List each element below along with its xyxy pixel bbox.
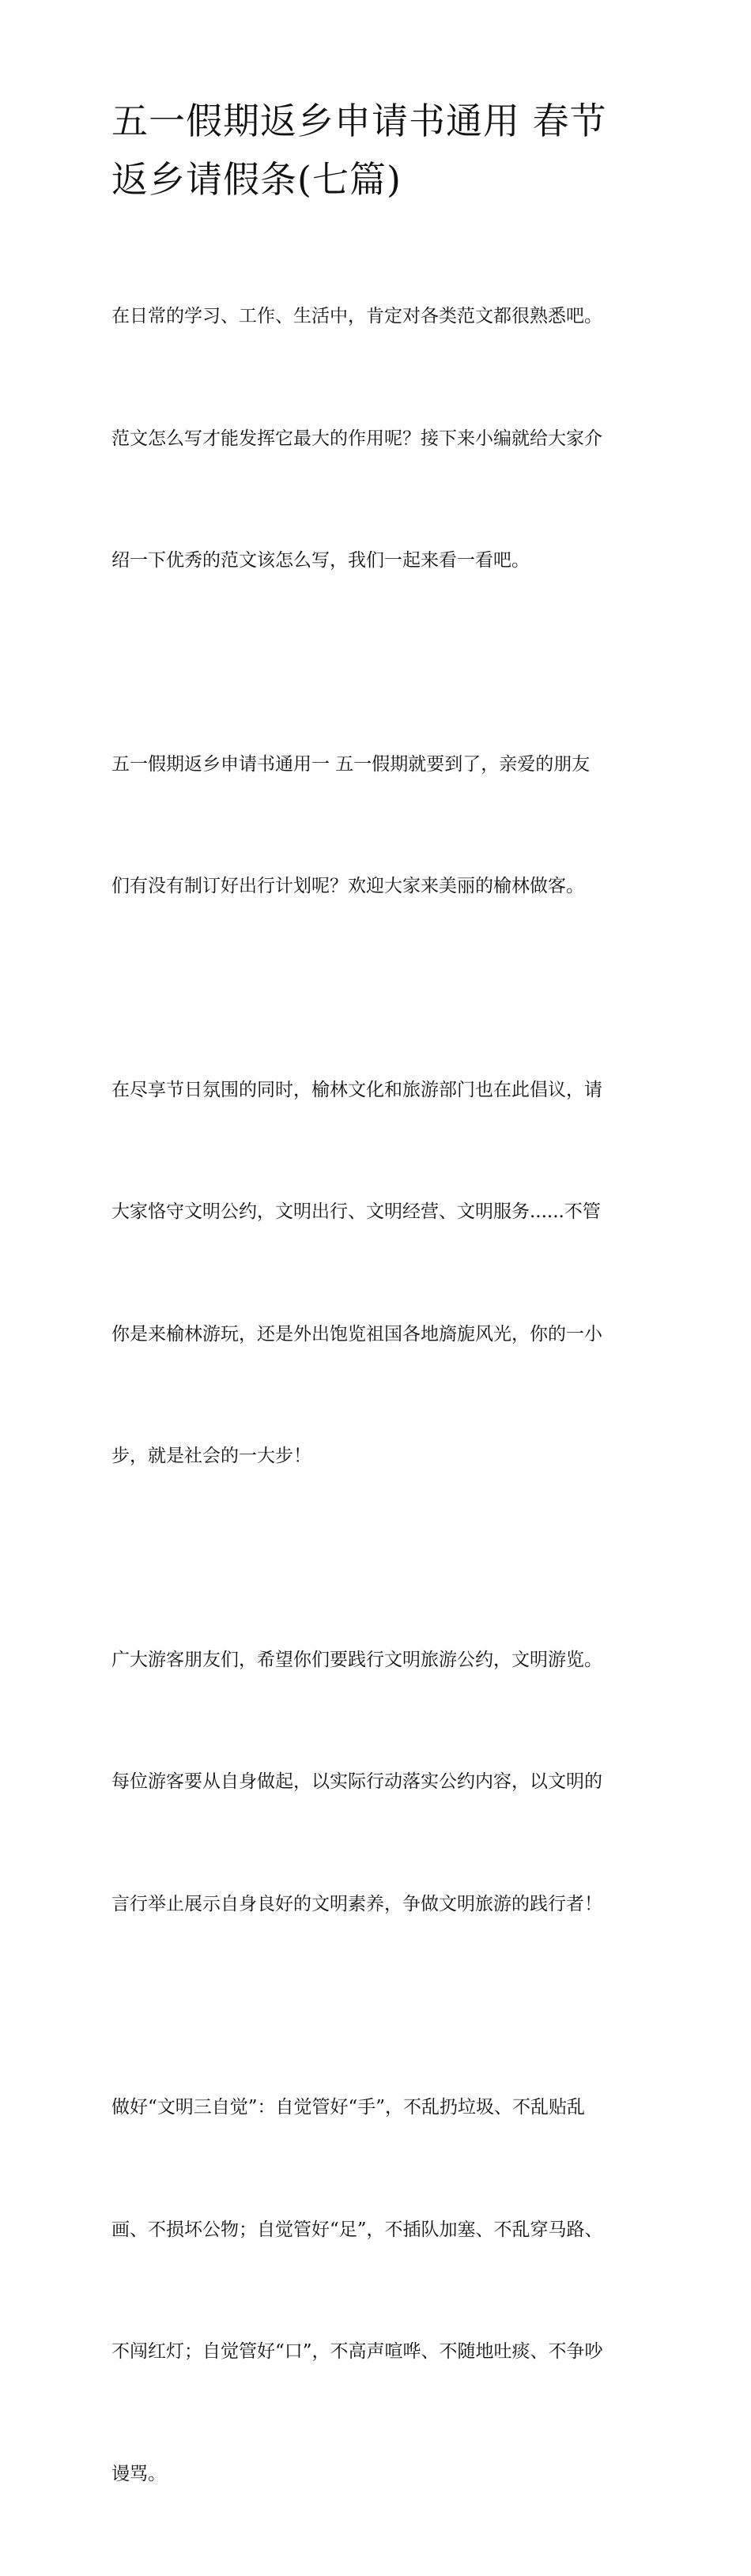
paragraph-tourists — [111, 1559, 649, 2007]
document-body — [111, 215, 649, 2576]
text-line: 在日常的学习、工作、生活中，肯定对各类范文都很熟悉吧。 — [111, 306, 602, 326]
text-line: 画、不损坏公物；自觉管好“足”，不插队加塞、不乱穿马路、 — [111, 2219, 603, 2240]
document-title — [111, 92, 649, 209]
text-line: 们有没有制订好出行计划呢？欢迎大家来美丽的榆林做客。 — [111, 876, 584, 896]
text-line: 每位游客要从自身做起，以实际行动落实公约内容，以文明的 — [111, 1771, 602, 1792]
text-line: 广大游客朋友们，希望你们要践行文明旅游公约，文明游览。 — [111, 1649, 602, 1670]
text-line: 你是来榆林游玩，还是外出饱览祖国各地旖旎风光，你的一小 — [111, 1323, 602, 1345]
text-line: 不闯红灯；自觉管好“口”，不高声喧哗、不随地吐痰、不争吵 — [111, 2341, 603, 2362]
text-line: 步，就是社会的一大步！ — [111, 1446, 311, 1466]
text-line: 范文怎么写才能发挥它最大的作用呢？接下来小编就给大家介 — [111, 428, 602, 449]
text-line: 五一假期返乡申请书通用一 五一假期就要到了，亲爱的朋友 — [111, 753, 591, 775]
text-line: 大家恪守文明公约，文明出行、文明经营、文明服务......不管 — [111, 1201, 601, 1222]
text-line: 做好“文明三自觉”：自觉管好“手”，不乱扔垃圾、不乱贴乱 — [111, 2097, 586, 2118]
paragraph-three-rules — [111, 2006, 649, 2576]
text-line: 谩骂。 — [111, 2463, 166, 2484]
text-line: 言行举止展示自身良好的文明素养，争做文明旅游的践行者！ — [111, 1893, 602, 1914]
text-line: 绍一下优秀的范文该怎么写，我们一起来看一看吧。 — [111, 550, 530, 571]
title-line: 返乡请假条(七篇) — [111, 158, 402, 201]
text-line: 在尽享节日氛围的同时，榆林文化和旅游部门也在此倡议，请 — [111, 1079, 602, 1100]
paragraph-initiative — [111, 989, 649, 1559]
title-line: 五一假期返乡申请书通用 春节 — [111, 100, 607, 142]
paragraph-holiday — [111, 663, 649, 989]
paragraph-intro — [111, 215, 649, 663]
